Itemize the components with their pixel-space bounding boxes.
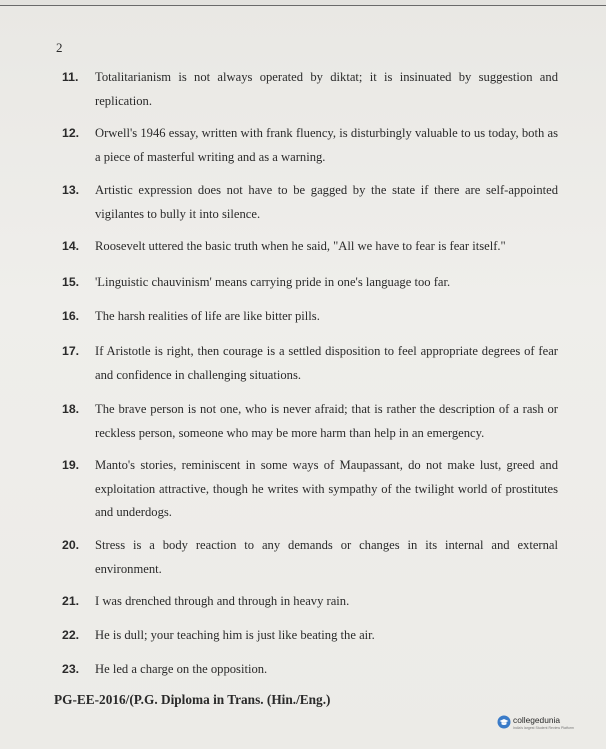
question-text: Roosevelt uttered the basic truth when he said, "All we have to fear is fear itself." — [95, 239, 506, 253]
question-number: 13. — [62, 183, 80, 197]
watermark-tagline: India's largest Student Review Platform — [513, 726, 574, 730]
question-number: 15. — [62, 275, 80, 289]
question-text: The harsh realities of life are like bitter pills. — [95, 309, 320, 323]
question-text: Stress is a body reaction to any demands or changes in its internal and external environment. — [95, 538, 558, 576]
question-number: 14. — [62, 239, 80, 253]
question-text: He led a charge on the opposition. — [95, 662, 268, 676]
question-number: 22. — [62, 628, 80, 642]
exam-code: PG-EE-2016/(P.G. Diploma in Trans. (Hin./Eng.) — [54, 692, 331, 707]
question-text: If Aristotle is right, then courage is a settled disposition to feel appropriate degrees of fear and confidence in challenging situations. — [95, 344, 558, 382]
question-number: 19. — [62, 458, 80, 472]
question-number: 16. — [62, 309, 80, 323]
question-number: 23. — [62, 662, 80, 676]
question-item — [62, 271, 558, 295]
question-item — [62, 122, 558, 169]
graduate-cap-icon — [497, 715, 511, 729]
question-text: 'Linguistic chauvinism' means carrying pride in one's language too far. — [95, 275, 451, 289]
collegedunia-watermark — [497, 713, 574, 735]
question-text: I was drenched through and through in heavy rain. — [95, 594, 350, 608]
question-text: Totalitarianism is not always operated by diktat; it is insinuated by suggestion and replication. — [95, 70, 558, 108]
question-item — [62, 66, 558, 113]
question-item — [62, 305, 558, 329]
question-text: He is dull; your teaching him is just like beating the air. — [95, 628, 375, 642]
question-number: 12. — [62, 126, 80, 140]
top-rule — [0, 0, 606, 6]
question-item — [62, 658, 558, 682]
question-number: 17. — [62, 344, 80, 358]
question-number: 21. — [62, 594, 80, 608]
question-number: 18. — [62, 402, 80, 416]
question-item — [62, 340, 558, 387]
question-item — [62, 398, 558, 445]
page-number: 2 — [56, 40, 63, 55]
question-text: Manto's stories, reminiscent in some ways of Maupassant, do not make lust, greed and exploitation attractive, though he writes with sympathy of the twilight world of prostitutes and underdogs. — [95, 458, 558, 519]
question-item — [62, 235, 558, 259]
question-item — [62, 179, 558, 226]
question-text: The brave person is not one, who is never afraid; that is rather the description of a rash or reckless person, someone who may be more harm than help in an emergency. — [95, 402, 558, 440]
question-item — [62, 624, 558, 648]
question-item — [62, 590, 558, 614]
question-item — [62, 534, 558, 581]
watermark-brand: collegedunia — [513, 715, 561, 725]
question-text: Artistic expression does not have to be gagged by the state if there are self-appointed vigilantes to bully it into silence. — [95, 183, 558, 221]
question-number: 11. — [62, 70, 79, 84]
question-item — [62, 454, 558, 525]
question-text: Orwell's 1946 essay, written with frank fluency, is disturbingly valuable to us today, both as a piece of masterful writing and as a warning. — [95, 126, 558, 164]
question-number: 20. — [62, 538, 80, 552]
